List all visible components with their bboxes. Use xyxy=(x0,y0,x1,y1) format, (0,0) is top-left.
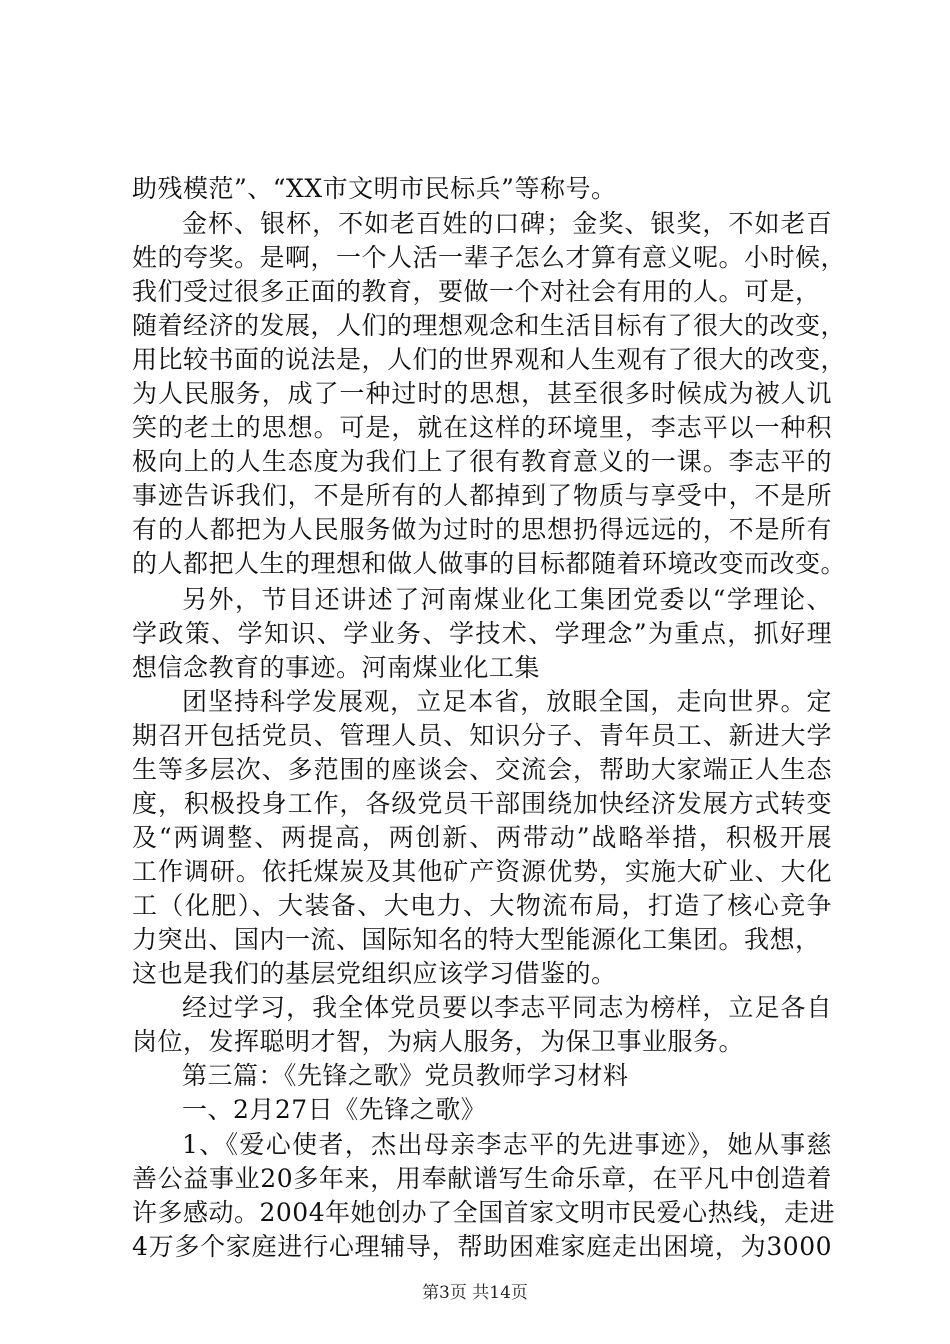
text-line: 这也是我们的基层党组织应该学习借鉴的。 xyxy=(132,959,617,988)
text-line: 的人都把人生的理想和做人做事的目标都随着环境改变而改变。 xyxy=(132,549,847,578)
text-line: 工作调研。依托煤炭及其他矿产资源优势，实施大矿业、大化 xyxy=(132,857,832,886)
text-line: 许多感动。2004年她创办了全国首家文明市民爱心热线，走进 xyxy=(132,1198,836,1227)
text-line: 度，积极投身工作，各级党员干部围绕加快经济发展方式转变 xyxy=(132,789,832,818)
text-line: 我们受过很多正面的教育，要做一个对社会有用的人。可是， xyxy=(132,277,821,306)
text-line: 4万多个家庭进行心理辅导，帮助困难家庭走出困境，为3000 xyxy=(132,1232,832,1261)
text-line: 姓的夸奖。是啊，一个人活一辈子怎么才算有意义呢。小时候， xyxy=(132,243,847,272)
paragraph-start: 另外，节目还讲述了河南煤业化工集团党委以“学理论、 xyxy=(182,585,832,614)
text-line: 有的人都把为人民服务做为过时的思想扔得远远的，不是所有 xyxy=(132,515,832,544)
section-heading: 第三篇：《先锋之歌》党员教师学习材料 xyxy=(182,1061,629,1090)
subsection-heading: 一、2月27日《先锋之歌》 xyxy=(182,1095,487,1124)
text-line: 工（化肥）、大装备、大电力、大物流布局，打造了核心竞争 xyxy=(132,891,832,920)
text-line: 事迹告诉我们，不是所有的人都掉到了物质与享受中，不是所 xyxy=(132,481,832,510)
text-line: 随着经济的发展，人们的理想观念和生活目标有了很大的改变， xyxy=(132,311,847,340)
text-line: 力突出、国内一流、国际知名的特大型能源化工集团。我想， xyxy=(132,925,821,954)
text-line: 助残模范”、“XX市文明市民标兵”等称号。 xyxy=(132,174,617,203)
text-line: 学政策、学知识、学业务、学技术、学理念”为重点，抓好理 xyxy=(132,619,832,648)
text-line: 极向上的人生态度为我们上了很有教育意义的一课。李志平的 xyxy=(132,447,832,476)
text-line: 岗位，发挥聪明才智，为病人服务，为保卫事业服务。 xyxy=(132,1027,745,1056)
paragraph-start: 团坚持科学发展观，立足本省，放眼全国，走向世界。定 xyxy=(182,687,832,716)
text-line: 期召开包括党员、管理人员、知识分子、青年员工、新进大学 xyxy=(132,721,832,750)
paragraph-start: 1、《爱心使者，杰出母亲李志平的先进事迹》，她从事慈 xyxy=(182,1130,832,1159)
page-footer: 第3页 共14页 xyxy=(422,1283,528,1303)
text-line: 想信念教育的事迹。河南煤业化工集 xyxy=(132,653,541,682)
text-line: 用比较书面的说法是，人们的世界观和人生观有了很大的改变， xyxy=(132,345,847,374)
text-line: 生等多层次、多范围的座谈会、交流会，帮助大家端正人生态 xyxy=(132,755,832,784)
text-line: 善公益事业20多年来，用奉献谱写生命乐章，在平凡中创造着 xyxy=(132,1164,832,1193)
text-line: 及“两调整、两提高，两创新、两带动”战略举措，积极开展 xyxy=(132,823,832,852)
text-line: 笑的老土的思想。可是，就在这样的环境里，李志平以一种积 xyxy=(132,413,832,442)
paragraph-start: 经过学习，我全体党员要以李志平同志为榜样，立足各自 xyxy=(182,993,832,1022)
paragraph-start: 金杯、银杯，不如老百姓的口碑；金奖、银奖，不如老百 xyxy=(182,209,832,238)
text-line: 为人民服务，成了一种过时的思想，甚至很多时候成为被人讥 xyxy=(132,379,832,408)
